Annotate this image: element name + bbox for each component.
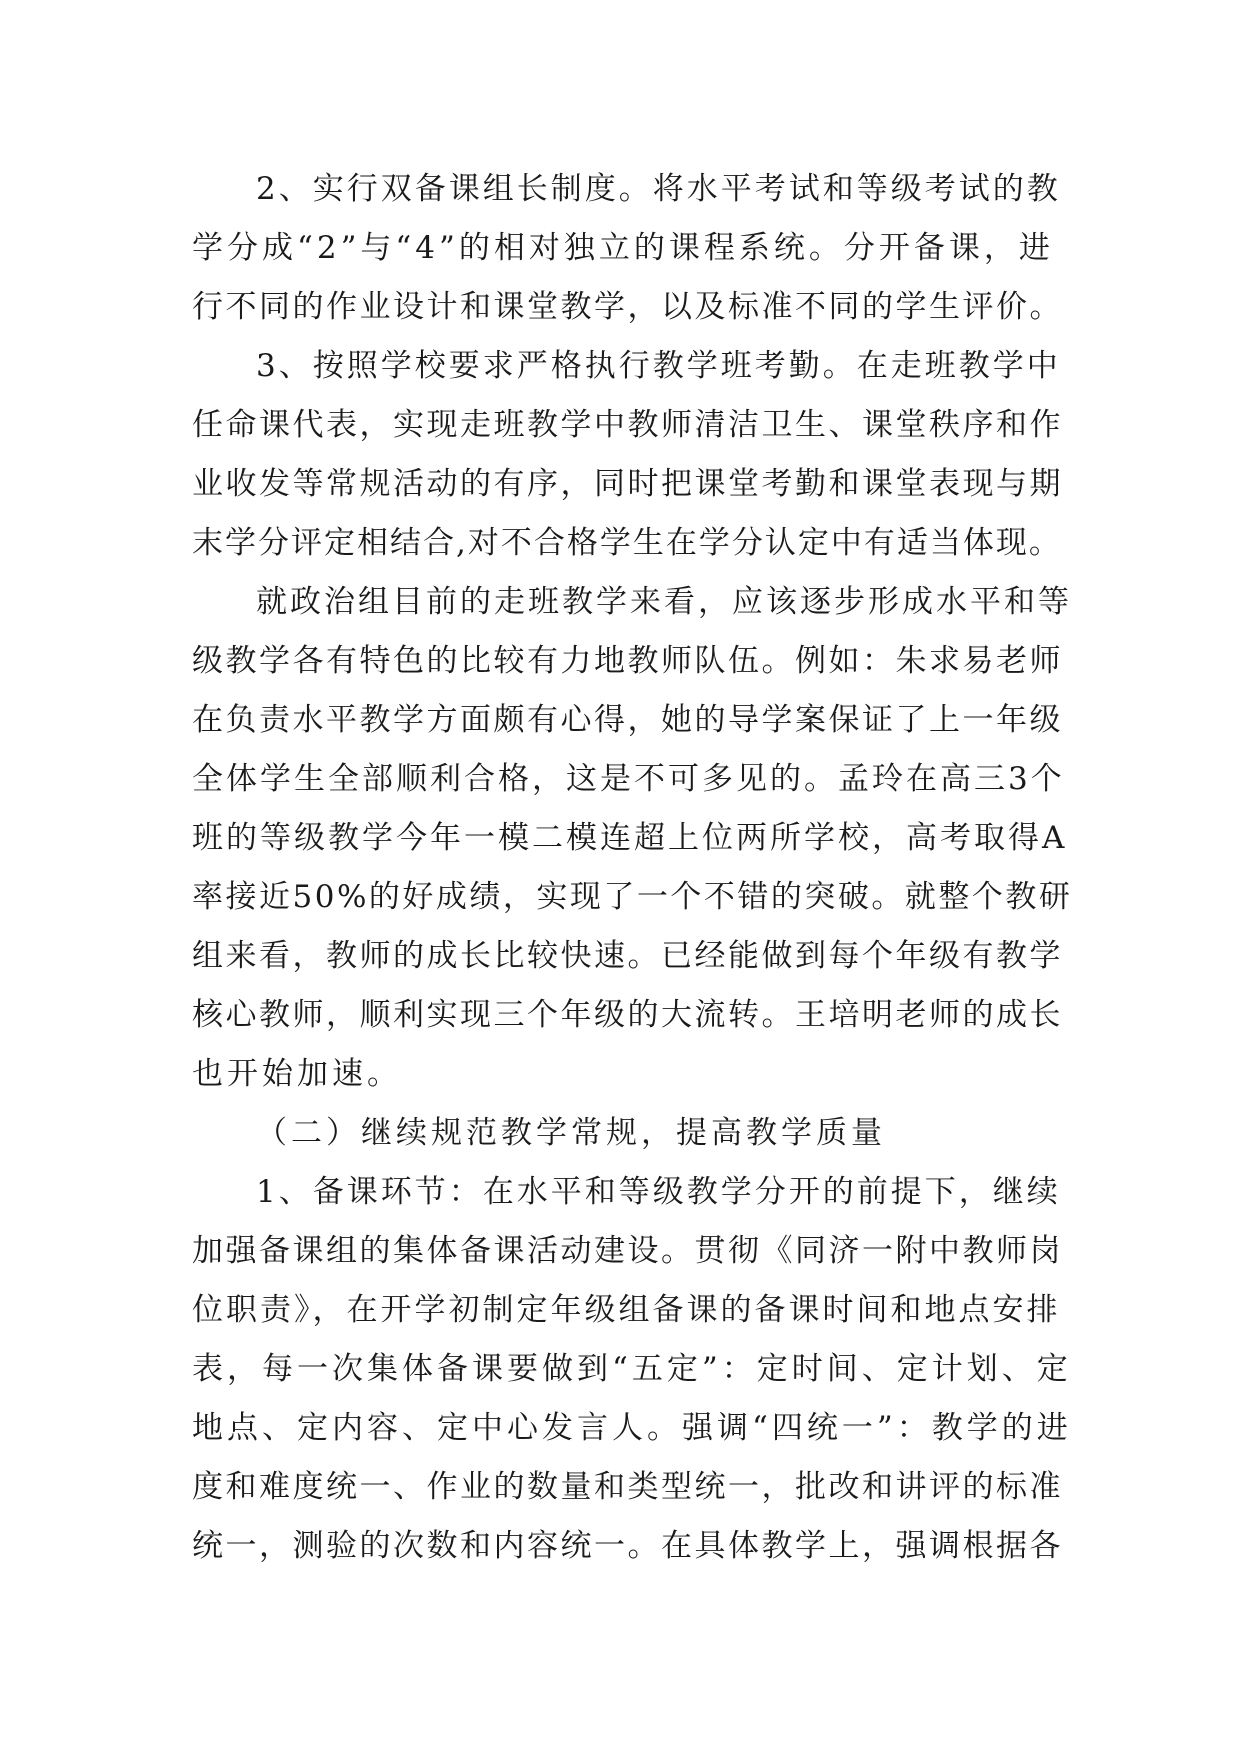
text-line: 地点、定内容、定中心发言人。强调“四统一”：教学的进 (192, 1410, 1072, 1446)
text-line: 2、实行双备课组长制度。将水平考试和等级考试的教 (256, 171, 1061, 207)
text-line: 在负责水平教学方面颇有心得，她的导学案保证了上一年级 (192, 702, 1063, 738)
text-line: 3、按照学校要求严格执行教学班考勤。在走班教学中 (256, 348, 1061, 384)
text-line: 度和难度统一、作业的数量和类型统一，批改和讲评的标准 (192, 1469, 1063, 1505)
text-line: 位职责》，在开学初制定年级组备课的备课时间和地点安排 (192, 1292, 1061, 1328)
text-line: 级教学各有特色的比较有力地教师队伍。例如：朱求易老师 (192, 643, 1063, 679)
text-line: 学分成“2”与“4”的相对独立的课程系统。分开备课，进 (192, 230, 1054, 266)
text-line: 行不同的作业设计和课堂教学，以及标准不同的学生评价。 (192, 289, 1063, 325)
text-line: 表，每一次集体备课要做到“五定”：定时间、定计划、定 (192, 1351, 1072, 1387)
text-line: 率接近50%的好成绩，实现了一个不错的突破。就整个教研 (192, 879, 1073, 915)
text-line: 统一，测验的次数和内容统一。在具体教学上，强调根据各 (192, 1528, 1063, 1564)
text-line: 1、备课环节：在水平和等级教学分开的前提下，继续 (256, 1174, 1061, 1210)
text-line: 核心教师，顺利实现三个年级的大流转。王培明老师的成长 (192, 997, 1063, 1033)
text-line: 也开始加速。 (192, 1056, 402, 1092)
text-line: （二）继续规范教学常规，提高教学质量 (256, 1115, 886, 1151)
text-line: 全体学生全部顺利合格，这是不可多见的。孟玲在高三3个 (192, 761, 1065, 797)
text-line: 任命课代表，实现走班教学中教师清洁卫生、课堂秩序和作 (192, 407, 1063, 443)
text-line: 末学分评定相结合,对不合格学生在学分认定中有适当体现。 (192, 525, 1062, 561)
text-line: 就政治组目前的走班教学来看，应该逐步形成水平和等 (256, 584, 1072, 620)
text-line: 加强备课组的集体备课活动建设。贯彻《同济一附中教师岗 (192, 1233, 1063, 1269)
text-line: 班的等级教学今年一模二模连超上位两所学校，高考取得A (192, 820, 1068, 856)
document-body (192, 160, 1072, 1576)
text-line: 业收发等常规活动的有序，同时把课堂考勤和课堂表现与期 (192, 466, 1063, 502)
text-line: 组来看，教师的成长比较快速。已经能做到每个年级有教学 (192, 938, 1063, 974)
